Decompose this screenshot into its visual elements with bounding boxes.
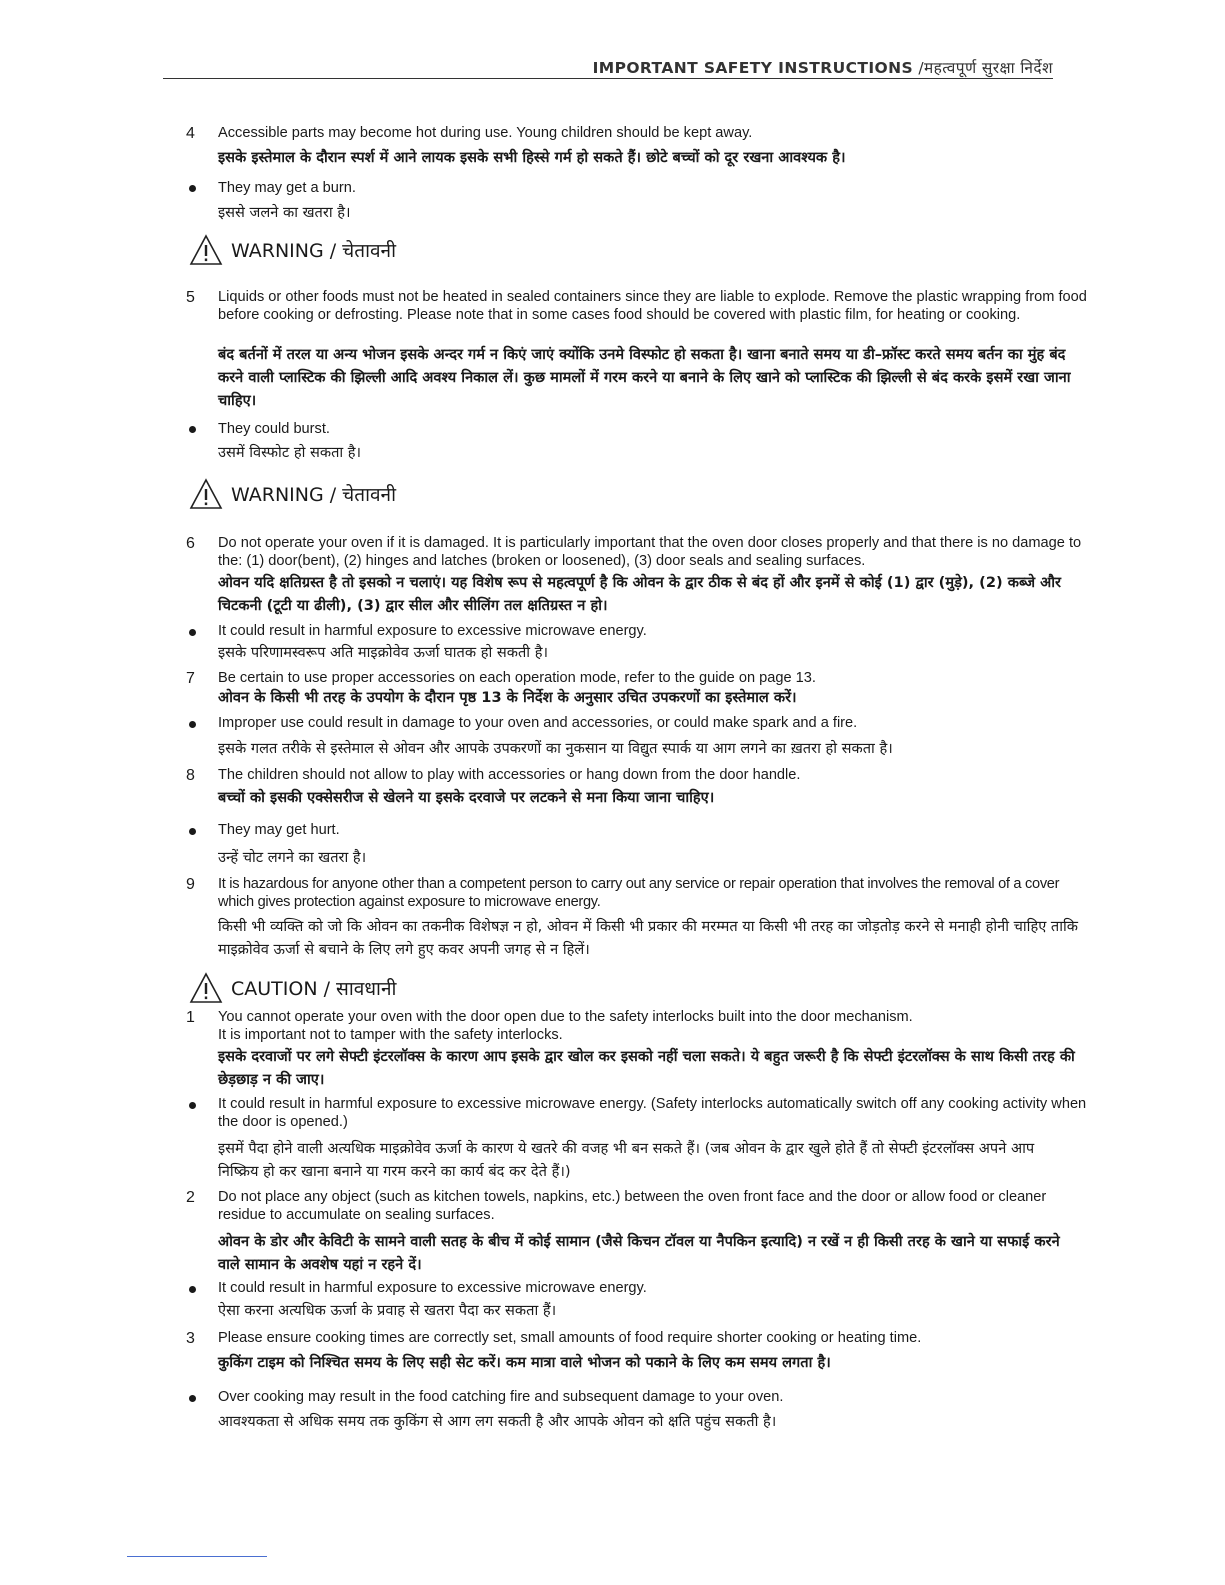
caution-3-en: Please ensure cooking times are correctly set, small amounts of food require shorter cooking or heating time. <box>218 1330 922 1346</box>
warning-title: WARNING / चेतावनी <box>231 484 397 506</box>
caution-1-bullet-hi: इसमें पैदा होने वाली अत्यधिक माइक्रोवेव ऊर्जा के कारण ये खतरे की वजह भी बन सकते हैं। (जब ओवन के द्वार खुले होते हैं तो सेफ्टी इंटरलॉक्स अपने आप निष्क्रिय हो कर खाना बनाने या गरम करने का कार्य बंद कर देते हैं।) <box>218 1140 1035 1180</box>
item-6-bullet-en: It could result in harmful exposure to excessive microwave energy. <box>218 623 647 639</box>
item-8-bullet-hi: उन्हें चोट लगने का खतरा है। <box>218 849 367 866</box>
header-title-en: IMPORTANT SAFETY INSTRUCTIONS <box>592 59 914 77</box>
item-5-bullet-en: They could burst. <box>218 421 330 437</box>
caution-3-hi: कुकिंग टाइम को निश्चित समय के लिए सही सेट करें। कम मात्रा वाले भोजन को पकाने के लिए कम समय लगता है। <box>218 1354 831 1371</box>
warning-heading <box>189 476 396 512</box>
caution-1-hi: इसके दरवाजों पर लगे सेफ्टी इंटरलॉक्स के कारण आप इसके द्वार खोल कर इसको नहीं चला सकते। ये बहुत जरूरी है कि सेफ्टी इंटरलॉक्स के साथ किसी तरह की छेड़छाड़ न की जाए। <box>218 1048 1075 1088</box>
item-6-hi: ओवन यदि क्षतिग्रस्त है तो इसको न चलाएं। यह विशेष रूप से महत्वपूर्ण है कि ओवन के द्वार ठीक से बंद हों और इनमें से कोई (1) द्वार (मुड़े), (2) कब्जे और चिटकनी (टूटी या ढीली), (3) द्वार सील और सीलिंग तल क्षतिग्रस्त न हो। <box>218 574 1061 614</box>
item-number: 5 <box>186 289 195 306</box>
item-7-bullet-hi: इसके गलत तरीके से इस्तेमाल से ओवन और आपके उपकरणों का नुकसान या विद्युत स्पार्क या आग लगने का ख़तरा हो सकता है। <box>218 740 893 757</box>
bullet-icon <box>189 828 196 835</box>
bullet-icon <box>189 721 196 728</box>
item-number: 8 <box>186 767 195 784</box>
item-6-bullet-hi: इसके परिणामस्वरूप अति माइक्रोवेव ऊर्जा घातक हो सकती है। <box>218 644 548 661</box>
caution-heading <box>189 970 396 1006</box>
warning-triangle-icon <box>189 478 223 510</box>
caution-3-bullet-hi: आवश्यकता से अधिक समय तक कुकिंग से आग लग सकती है और आपके ओवन को क्षति पहुंच सकती है। <box>218 1413 777 1430</box>
bullet-icon <box>189 1286 196 1293</box>
caution-triangle-icon <box>189 972 223 1004</box>
bullet-icon <box>189 1102 196 1109</box>
item-7-hi: ओवन के किसी भी तरह के उपयोग के दौरान पृष्ठ 13 के निर्देश के अनुसार उचित उपकरणों का इस्तेमाल करें। <box>218 689 797 706</box>
item-number: 9 <box>186 876 195 893</box>
caution-1-en-2: It is important not to tamper with the safety interlocks. <box>218 1027 563 1043</box>
item-number: 6 <box>186 535 195 552</box>
bullet-icon <box>189 1395 196 1402</box>
warning-heading <box>189 232 396 268</box>
item-9-hi: किसी भी व्यक्ति को जो कि ओवन का तकनीक विशेषज्ञ न हो, ओवन में किसी भी प्रकार की मरम्मत या किसी भी तरह का जोड़तोड़ करने से मनाही होनी चाहिए ताकि माइक्रोवेव ऊर्जा से बचाने के लिए लगे हुए कवर अपनी जगह से न हिलें। <box>218 918 1078 958</box>
item-number: 4 <box>186 125 195 142</box>
item-number: 1 <box>186 1009 195 1026</box>
caution-2-bullet-en: It could result in harmful exposure to excessive microwave energy. <box>218 1280 647 1296</box>
caution-2-en: Do not place any object (such as kitchen towels, napkins, etc.) between the oven front face and the door or allow food or cleaner residue to accumulate on sealing surfaces. <box>218 1189 1047 1223</box>
item-4-en: Accessible parts may become hot during use. Young children should be kept away. <box>218 125 753 141</box>
item-5-bullet-hi: उसमें विस्फोट हो सकता है। <box>218 444 362 461</box>
caution-title: CAUTION / सावधानी <box>231 978 397 1000</box>
item-7-en: Be certain to use proper accessories on each operation mode, refer to the guide on page 13. <box>218 670 816 686</box>
item-number: 3 <box>186 1330 195 1347</box>
bullet-icon <box>189 629 196 636</box>
item-4-bullet-hi: इससे जलने का खतरा है। <box>218 204 351 221</box>
header-title-hi: /महत्वपूर्ण सुरक्षा निर्देश <box>918 59 1053 77</box>
warning-triangle-icon <box>189 234 223 266</box>
item-number: 7 <box>186 670 195 687</box>
caution-2-hi: ओवन के डोर और केविटी के सामने वाली सतह के बीच में कोई सामान (जैसे किचन टॉवल या नैपकिन इत्यादि) न रखें न ही किसी तरह के खाने या सफाई करने वाले सामान के अवशेष यहां न रहने दें। <box>218 1233 1060 1273</box>
item-7-bullet-en: Improper use could result in damage to your oven and accessories, or could make spark and a fire. <box>218 715 858 731</box>
caution-1-bullet-en: It could result in harmful exposure to excessive microwave energy. (Safety interlocks automatically switch off any cooking activity when the door is opened.) <box>218 1096 1087 1130</box>
item-4-bullet-en: They may get a burn. <box>218 180 356 196</box>
item-4-hi: इसके इस्तेमाल के दौरान स्पर्श में आने लायक इसके सभी हिस्से गर्म हो सकते हैं। छोटे बच्चों को दूर रखना आवश्यक है। <box>218 149 846 166</box>
item-8-bullet-en: They may get hurt. <box>218 822 340 838</box>
bullet-icon <box>189 185 196 192</box>
item-6-en: Do not operate your oven if it is damaged. It is particularly important that the oven door closes properly and that there is no damage to the: (1) door(bent), (2) hinges and latches (broken or loosened), (3) door seals and sealing surfaces. <box>218 535 1082 569</box>
caution-3-bullet-en: Over cooking may result in the food catching fire and subsequent damage to your oven. <box>218 1389 784 1405</box>
item-9-en: It is hazardous for anyone other than a competent person to carry out any service or repair operation that involves the removal of a cover which gives protection against exposure to microwave energy. <box>218 876 1060 910</box>
item-8-en: The children should not allow to play with accessories or hang down from the door handle. <box>218 767 801 783</box>
item-number: 2 <box>186 1189 195 1206</box>
caution-1-en: You cannot operate your oven with the door open due to the safety interlocks built into the door mechanism. <box>218 1009 913 1025</box>
item-8-hi: बच्चों को इसकी एक्सेसरीज से खेलने या इसके दरवाजे पर लटकने से मना किया जाना चाहिए। <box>218 789 715 806</box>
item-5-hi: बंद बर्तनों में तरल या अन्य भोजन इसके अन्दर गर्म न किएं जाएं क्योंकि उनमे विस्फोट हो सकता है। खाना बनाते समय या डी–फ्रॉस्ट करते समय बर्तन का मुंह बंद करने वाली प्लास्टिक की झिल्ली आदि अवश्य निकाल लें। कुछ मामलों में गरम करने या बनाने के लिए खाने को प्लास्टिक की झिल्ली से बंद करके इसमें रखा जाना चाहिए। <box>218 346 1071 409</box>
bullet-icon <box>189 426 196 433</box>
item-5-en: Liquids or other foods must not be heated in sealed containers since they are liable to explode. Remove the plastic wrapping from food before cooking or defrosting. Please note that in some cases food should be covered with plastic film, for heating or cooking. <box>218 289 1087 323</box>
footer-rule <box>127 1556 267 1557</box>
warning-title: WARNING / चेतावनी <box>231 240 397 262</box>
caution-2-bullet-hi: ऐसा करना अत्यधिक ऊर्जा के प्रवाह से खतरा पैदा कर सकता हैं। <box>218 1302 557 1319</box>
